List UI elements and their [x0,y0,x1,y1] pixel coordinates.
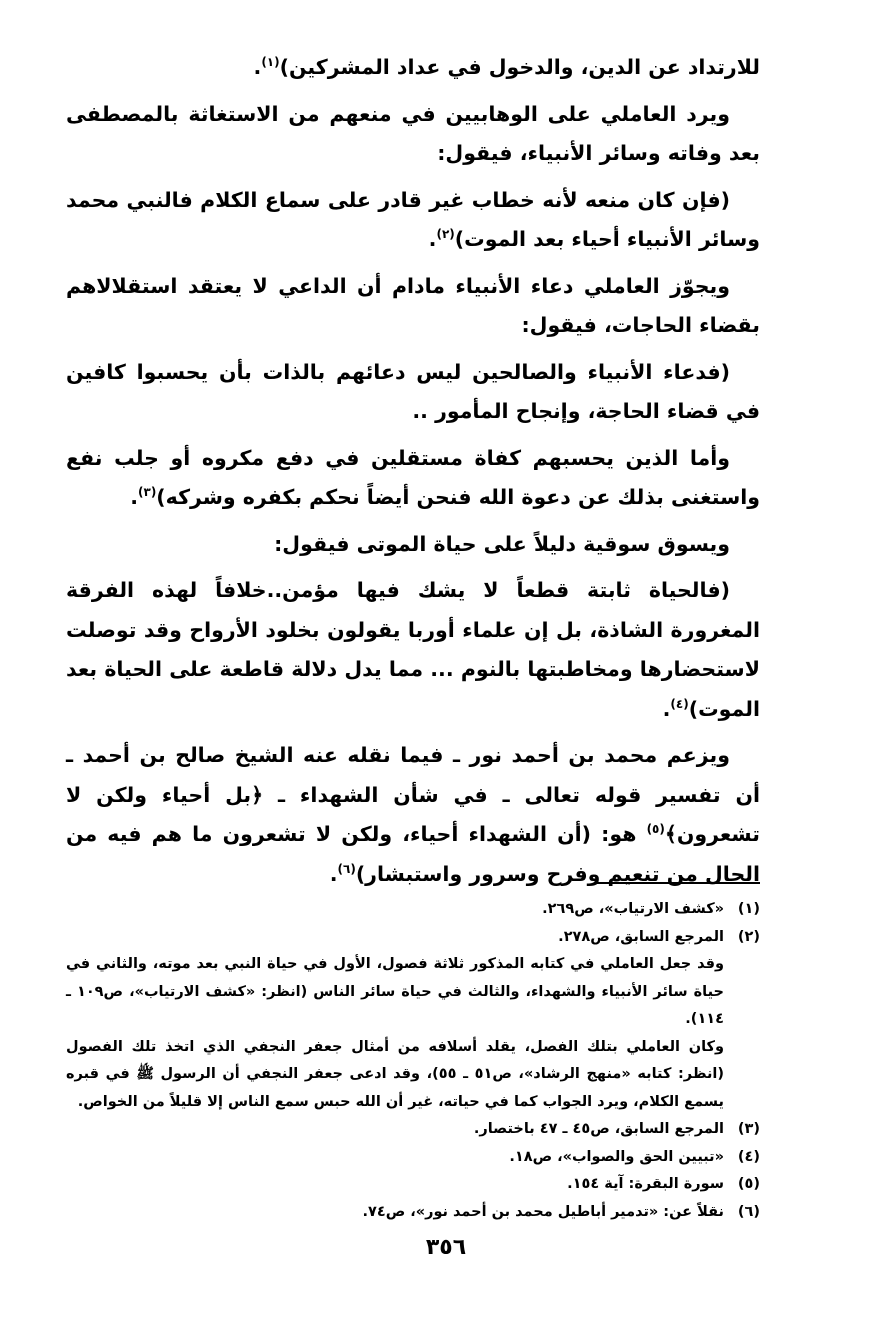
footnote-ref: (١) [261,55,280,70]
paragraph: ويرد العاملي على الوهابيين في منعهم من الاستغاثة بالمصطفى بعد وفاته وسائر الأنبياء، فيقول: [66,101,760,165]
footnote-text: نقلاً عن: «تدمير أباطيل محمد بن أحمد نور»، ص٧٤. [362,1203,724,1220]
footnote [66,896,760,924]
paragraph: ويزعم محمد بن أحمد نور ـ فيما نقله عنه الشيخ صالح بن أحمد ـ أن تفسير قوله تعالى ـ في شأن الشهداء ـ ﴿بل أحياء ولكن لا تشعرون﴾$^{(٥)}$ هو: (أن الشهداء أحياء، ولكن لا تشعرون ما هم فيه من الحال من تنعيم وفرح وسرور واستبشار)$^{(٦)}$. [66,743,760,886]
quote-paragraph: (فإن كان منعه لأنه خطاب غير قادر على سماع الكلام فالنبي محمد وسائر الأنبياء أحياء بعد الموت)$^{(٢)}$. [66,187,760,251]
footnote-text: «تبيين الحق والصواب»، ص١٨. [509,1148,724,1165]
paragraph: ويسوق سوقية دليلاً على حياة الموتى فيقول: [274,531,730,556]
page-number: ٣٥٦ [425,1235,467,1260]
footnote-ref: (٤) [670,696,689,711]
footnote-text: المرجع السابق، ص٢٧٨. [558,928,724,945]
footnote-ref: (٢) [436,227,455,242]
footnote-text: سورة البقرة: آية ١٥٤. [567,1176,724,1192]
footnote-ref: (٦) [337,861,356,876]
quote-paragraph: (فدعاء الأنبياء والصالحين ليس دعائهم بالذات بأن يحسبوا كافين في قضاء الحاجة، وإنجاح المأمور .. [66,359,760,423]
quote-paragraph: (فالحياة ثابتة قطعاً لا يشك فيها مؤمن..خلافاً لهذه الفرقة المغرورة الشاذة، بل إن علماء أوربا يقولون بخلود الأرواح وقد توصلت لاستحضارها ومخاطبتها بالنوم ... مما يدل دلالة قاطعة على الحياة بعد الموت)$^{(٤)}$. [66,578,760,721]
footnote-separator [596,882,760,884]
footnote-number: (١) [737,901,760,917]
footnote-continuation: وقد جعل العاملي في كتابه المذكور ثلاثة فصول، الأول في حياة النبي بعد موته، والثاني في حياة سائر الأنبياء والشهداء، والثالث في حياة سائر الناس (انظر: «كشف الارتياب»، ص١٠٩ ـ ١١٤). [66,956,724,1027]
footnote-number: (٢) [737,928,760,945]
footnote-ref: (٥) [646,822,665,837]
quote-paragraph: وأما الذين يحسبهم كفاة مستقلين في دفع مكروه أو جلب نفع واستغنى بذلك عن دعوة الله فنحن أيضاً نحكم بكفره وشركه)$^{(٣)}$. [66,445,760,509]
paragraph: ويجوّز العاملي دعاء الأنبياء مادام أن الداعي لا يعتقد استقلالاهم بقضاء الحاجات، فيقول: [66,273,760,337]
footnote-ref: (٣) [138,485,157,500]
paragraph: للارتداد عن الدين، والدخول في عداد المشركين)$^{(١)}$. [253,55,760,79]
footnote-number: (٦) [737,1203,760,1220]
footnote-number: (٥) [737,1176,760,1192]
footnote [66,1171,760,1199]
footnote-number: (٣) [737,1121,760,1137]
footnote [66,1199,760,1227]
footnote-number: (٤) [737,1148,760,1165]
footnotes [66,896,760,1226]
footnote [66,924,760,952]
footnote-text: المرجع السابق، ص٤٥ ـ ٤٧ باختصار. [473,1121,724,1137]
footnote [66,1116,760,1144]
footnote-continuation: وكان العاملي بتلك الفصل، يقلد أسلافه من أمثال جعفر النجفي الذي اتخذ تلك الفصول (انظر: كتابه «منهج الرشاد»، ص٥١ ـ ٥٥)، وقد ادعى جعفر النجفي أن الرسول ﷺ في قبره يسمع الكلام، ويرد الجواب كما في حياته، غير أن الله حبس سمع الناس إلا قليلاً من الخواص. [66,1038,724,1110]
footnote-text: «كشف الارتياب»، ص٢٦٩. [542,901,724,917]
footnote [66,1144,760,1172]
main-text [66,48,760,901]
